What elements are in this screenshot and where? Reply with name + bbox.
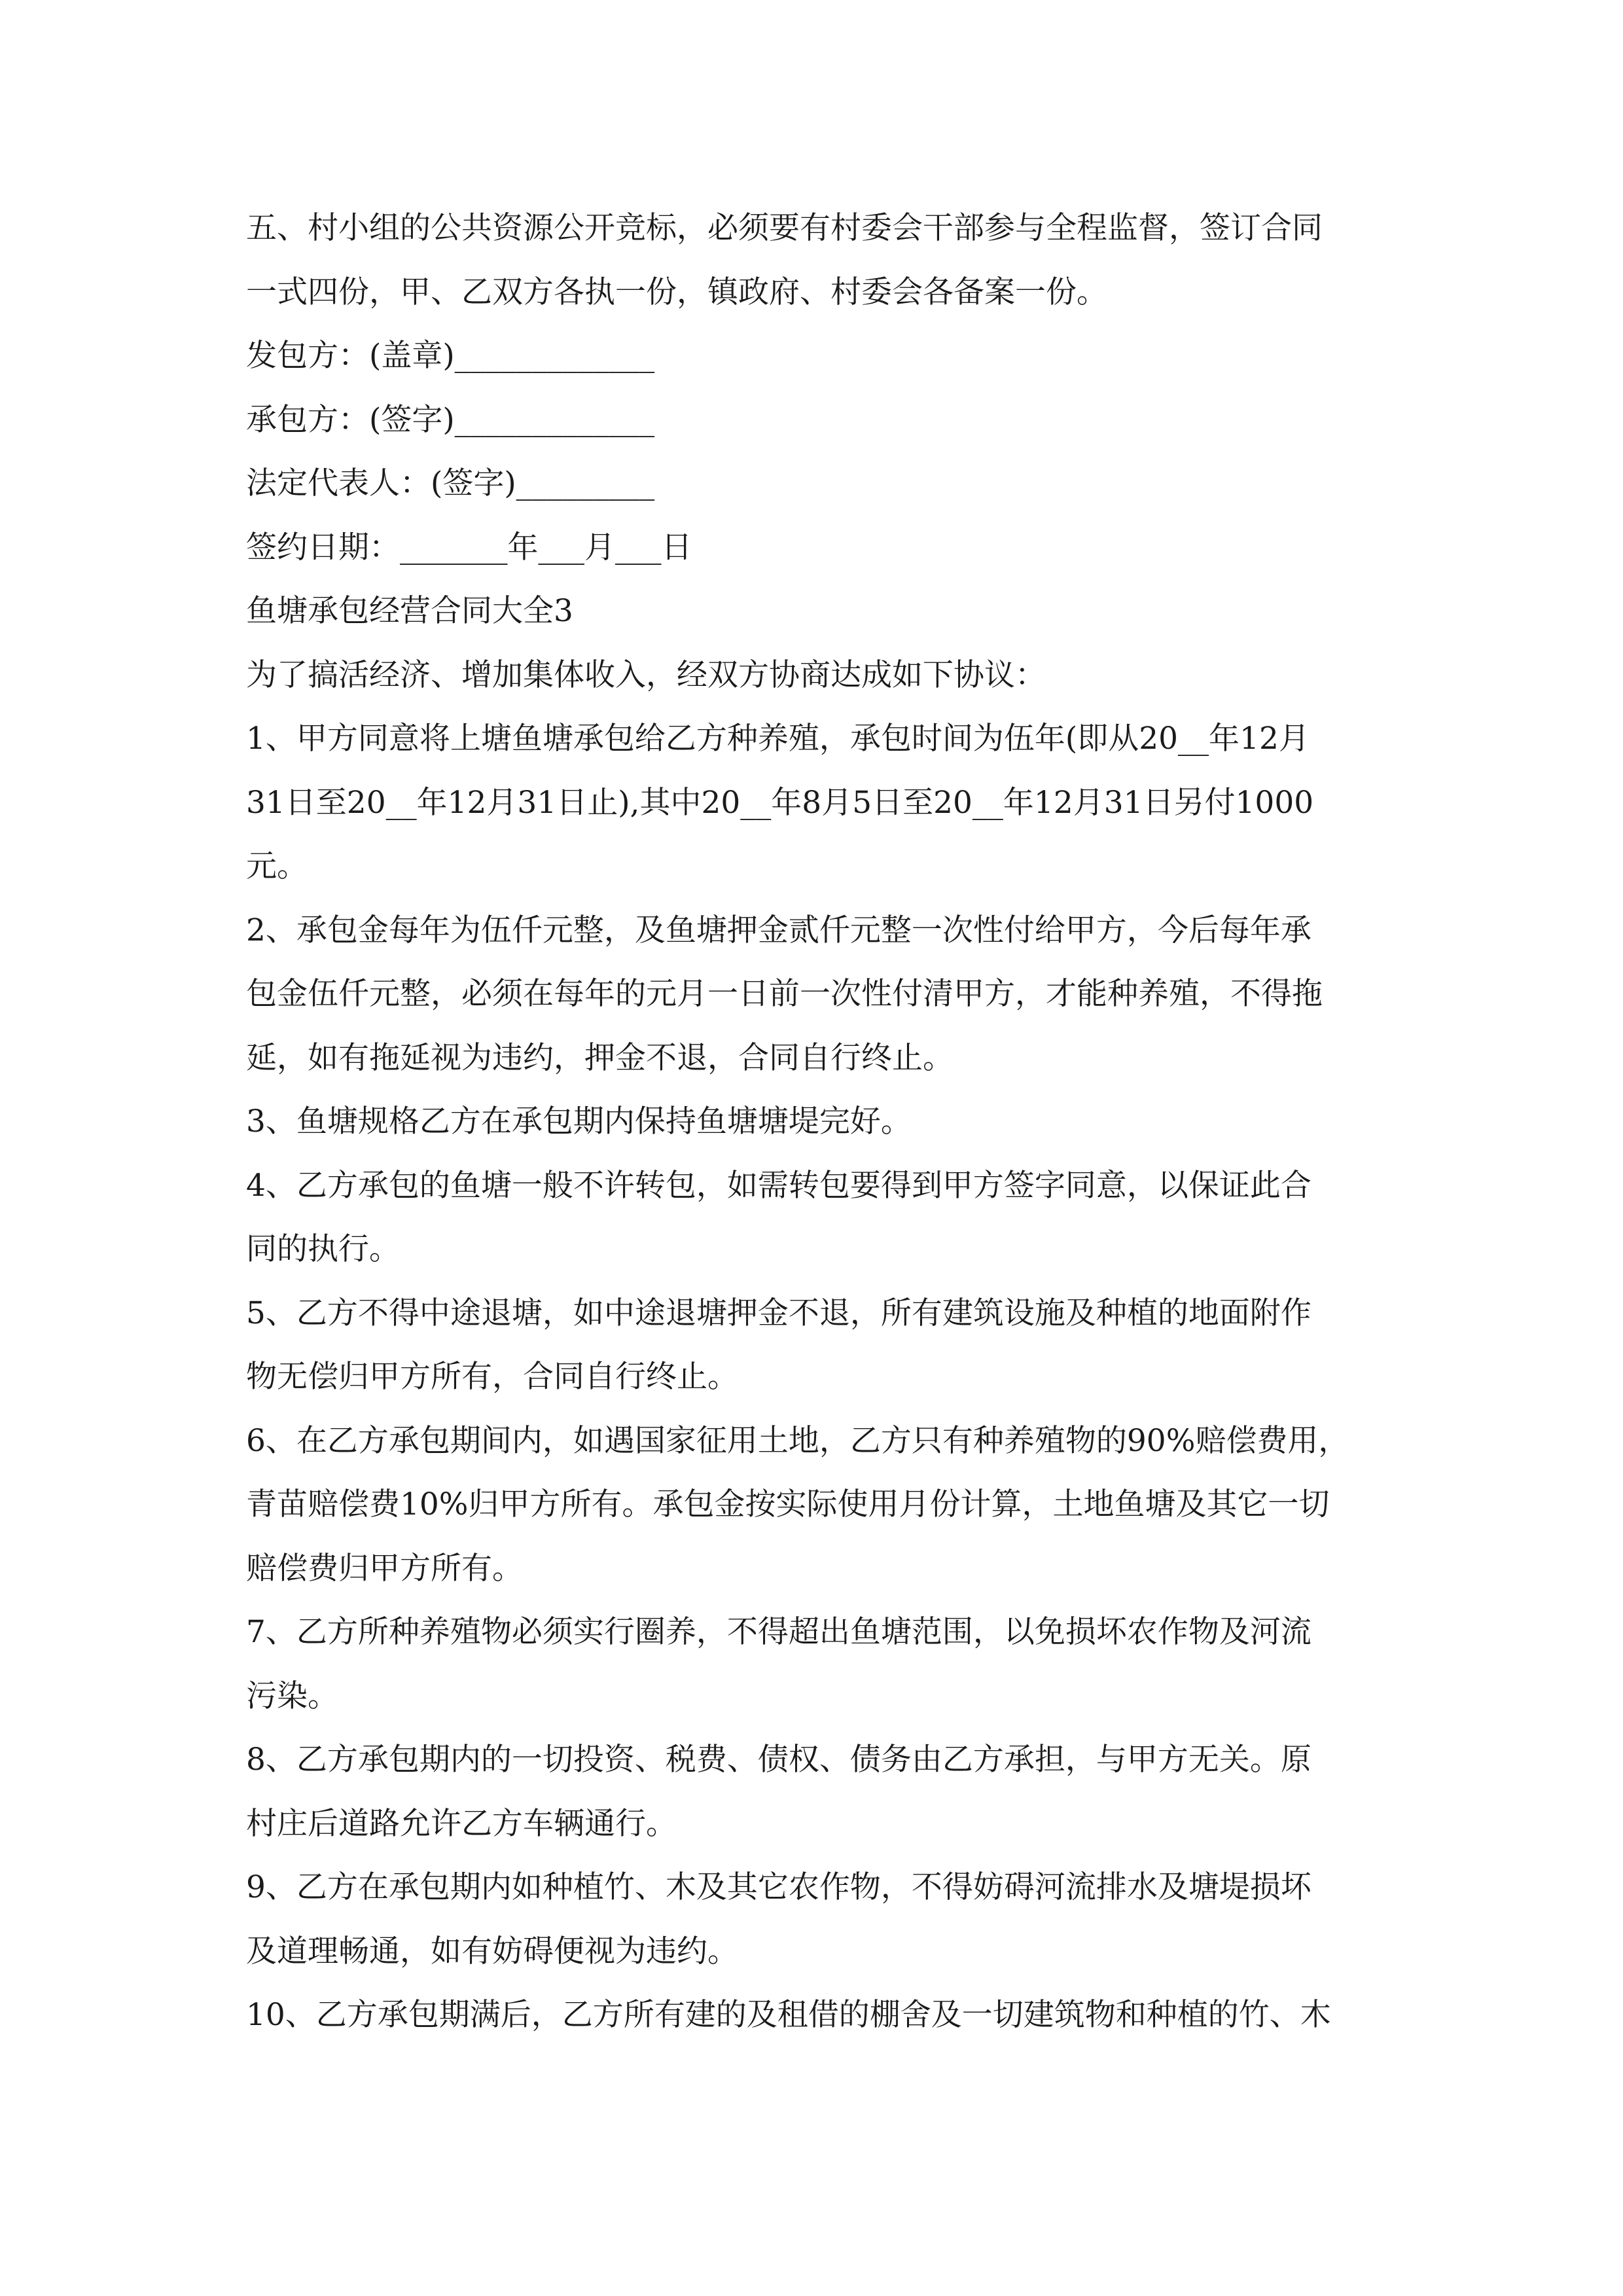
signing-date-line: 签约日期：_______年___月___日 xyxy=(246,529,692,565)
clause-6-line-3: 赔偿费归甲方所有。 xyxy=(246,1550,523,1587)
clause-5b-line-1: 5、乙方不得中途退塘，如中途退塘押金不退，所有建筑设施及种植的地面附作 xyxy=(246,1295,1311,1331)
clause-10-line-1: 10、乙方承包期满后，乙方所有建的及租借的棚舍及一切建筑物和种植的竹、木 xyxy=(246,1997,1331,2033)
clause-4-line-2: 同的执行。 xyxy=(246,1231,400,1267)
clause-2-line-2: 包金伍仟元整，必须在每年的元月一日前一次性付清甲方，才能种养殖，不得拖 xyxy=(246,976,1323,1012)
clause-5b-line-2: 物无偿归甲方所有，合同自行终止。 xyxy=(246,1359,738,1395)
clause-7-line-1: 7、乙方所种养殖物必须实行圈养，不得超出鱼塘范围，以免损坏农作物及河流 xyxy=(246,1614,1311,1650)
issuer-signature-line: 发包方：(盖章)_____________ xyxy=(246,338,655,374)
clause-1-line-2: 31日至20__年12月31日止),其中20__年8月5日至20__年12月31日另付1000 xyxy=(246,784,1314,821)
document-body xyxy=(246,196,1385,2047)
clause-4-line-1: 4、乙方承包的鱼塘一般不许转包，如需转包要得到甲方签字同意，以保证此合 xyxy=(246,1167,1311,1204)
clause-1-line-3: 元。 xyxy=(246,848,308,884)
clause-1-line-1: 1、甲方同意将上塘鱼塘承包给乙方种养殖，承包时间为伍年(即从20__年12月 xyxy=(246,721,1310,757)
clause-2-line-1: 2、承包金每年为伍仟元整，及鱼塘押金贰仟元整一次性付给甲方，今后每年承 xyxy=(246,912,1311,948)
clause-5-line-2: 一式四份，甲、乙双方各执一份，镇政府、村委会各备案一份。 xyxy=(246,274,1107,310)
intro-paragraph: 为了搞活经济、增加集体收入，经双方协商达成如下协议： xyxy=(246,656,1046,693)
clause-8-line-1: 8、乙方承包期内的一切投资、税费、债权、债务由乙方承担，与甲方无关。原 xyxy=(246,1742,1311,1778)
clause-8-line-2: 村庄后道路允许乙方车辆通行。 xyxy=(246,1805,677,1842)
clause-3-line-1: 3、鱼塘规格乙方在承包期内保持鱼塘塘堤完好。 xyxy=(246,1103,912,1139)
legal-rep-signature-line: 法定代表人：(签字)_________ xyxy=(246,465,655,501)
contractor-signature-line: 承包方：(签字)_____________ xyxy=(246,401,655,438)
clause-7-line-2: 污染。 xyxy=(246,1677,338,1714)
clause-5-line-1: 五、村小组的公共资源公开竞标，必须要有村委会干部参与全程监督，签订合同 xyxy=(246,210,1323,246)
clause-6-line-1: 6、在乙方承包期间内，如遇国家征用土地，乙方只有种养殖物的90%赔偿费用， xyxy=(246,1422,1349,1459)
section-title: 鱼塘承包经营合同大全3 xyxy=(246,593,573,629)
clause-6-line-2: 青苗赔偿费10%归甲方所有。承包金按实际使用月份计算，土地鱼塘及其它一切 xyxy=(246,1486,1330,1522)
clause-9-line-1: 9、乙方在承包期内如种植竹、木及其它农作物，不得妨碍河流排水及塘堤损坏 xyxy=(246,1869,1311,1905)
clause-9-line-2: 及道理畅通，如有妨碍便视为违约。 xyxy=(246,1933,738,1969)
clause-2-line-3: 延，如有拖延视为违约，押金不退，合同自行终止。 xyxy=(246,1039,954,1076)
